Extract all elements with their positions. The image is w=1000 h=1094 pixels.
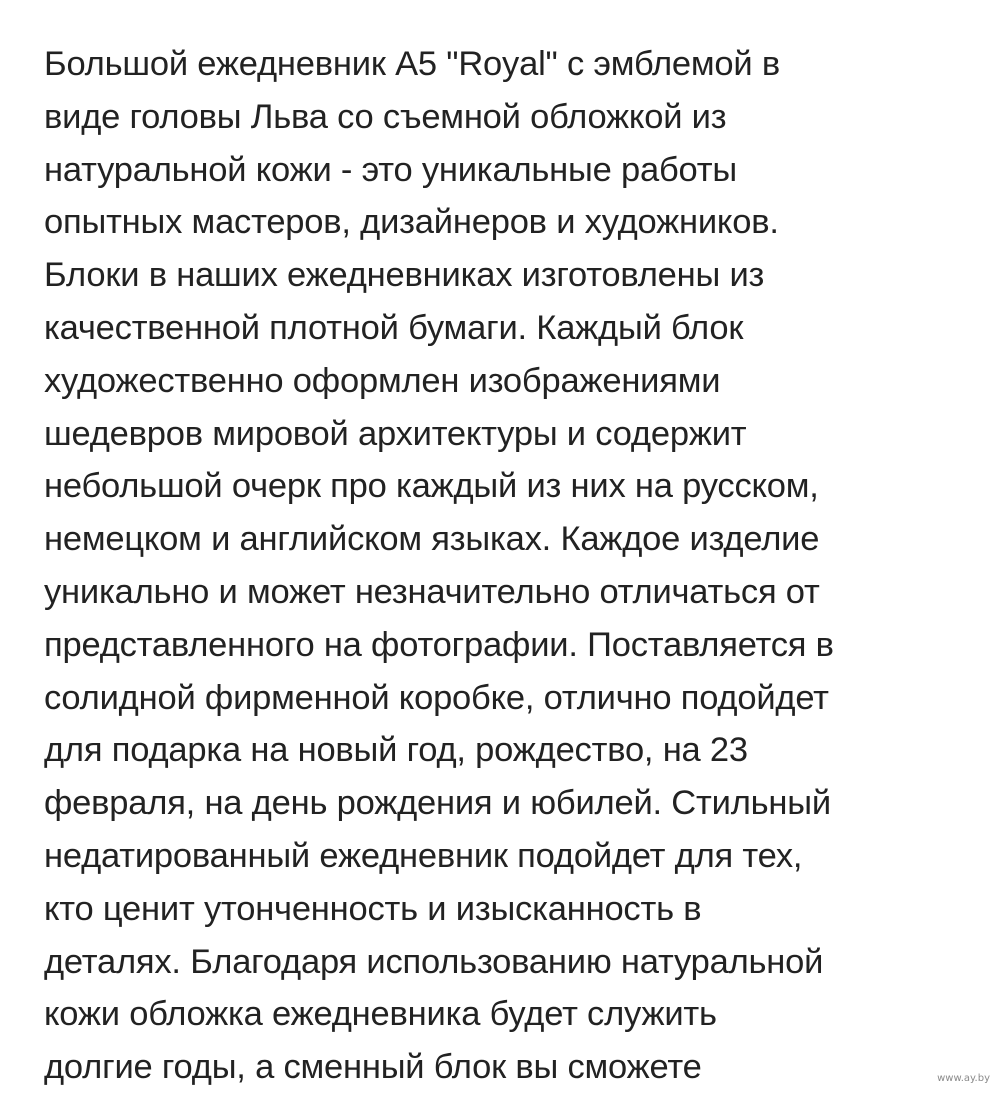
description-line: опытных мастеров, дизайнеров и художников.	[44, 203, 779, 242]
description-line: кто ценит утонченность и изысканность в	[44, 889, 702, 928]
description-line: шедевров мировой архитектуры и содержит	[44, 414, 747, 453]
description-line: уникально и может незначительно отличаться от	[44, 572, 820, 611]
site-watermark: www.ay.by	[937, 1073, 990, 1084]
description-line: художественно оформлен изображениями	[44, 361, 721, 400]
description-line: Блоки в наших ежедневниках изготовлены из	[44, 256, 765, 295]
product-description	[44, 38, 984, 1094]
description-line: Большой ежедневник А5 "Royal" с эмблемой в	[44, 45, 780, 83]
description-line: виде головы Льва со съемной обложкой из	[44, 97, 727, 136]
description-line: натуральной кожи - это уникальные работы	[44, 150, 737, 189]
description-line: немецком и английском языках. Каждое изделие	[44, 520, 820, 559]
description-line: представленного на фотографии. Поставляется в	[44, 625, 834, 664]
description-line: для подарка на новый год, рождество, на 23	[44, 731, 748, 770]
description-line: качественной плотной бумаги. Каждый блок	[44, 308, 744, 347]
description-line: деталях. Благодаря использованию натуральной	[44, 942, 824, 981]
description-line: небольшой очерк про каждый из них на русском,	[44, 467, 819, 506]
description-line: кожи обложка ежедневника будет служить	[44, 995, 717, 1034]
description-line: недатированный ежедневник подойдет для тех,	[44, 836, 803, 875]
description-line: февраля, на день рождения и юбилей. Стильный	[44, 784, 831, 823]
description-line: солидной фирменной коробке, отлично подойдет	[44, 678, 829, 717]
description-line: долгие годы, а сменный блок вы сможете	[44, 1048, 702, 1087]
